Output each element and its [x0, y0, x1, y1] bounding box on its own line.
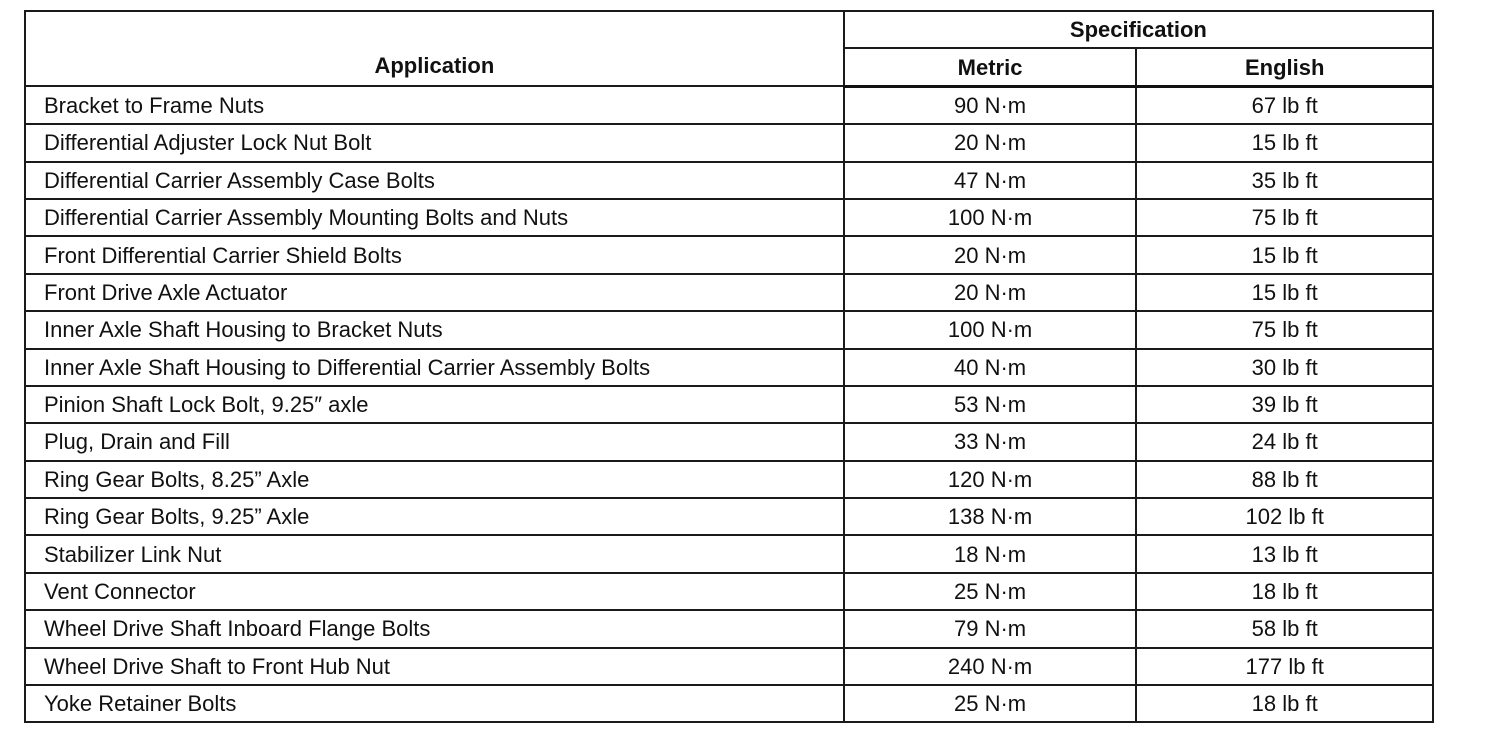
metric-cell: 20 N·m [844, 124, 1137, 161]
table-row [25, 199, 1433, 236]
metric-cell: 138 N·m [844, 498, 1137, 535]
application-cell: Inner Axle Shaft Housing to Bracket Nuts [25, 311, 844, 348]
table-row [25, 349, 1433, 386]
table-row [25, 423, 1433, 460]
application-cell: Pinion Shaft Lock Bolt, 9.25″ axle [25, 386, 844, 423]
application-cell: Differential Adjuster Lock Nut Bolt [25, 124, 844, 161]
table-row [25, 86, 1433, 124]
english-cell: 67 lb ft [1136, 86, 1433, 124]
english-cell: 75 lb ft [1136, 199, 1433, 236]
application-cell: Vent Connector [25, 573, 844, 610]
english-column-header: English [1136, 48, 1433, 86]
english-cell: 18 lb ft [1136, 573, 1433, 610]
table-body [25, 86, 1433, 722]
metric-cell: 53 N·m [844, 386, 1137, 423]
metric-cell: 33 N·m [844, 423, 1137, 460]
application-cell: Stabilizer Link Nut [25, 535, 844, 572]
metric-cell: 100 N·m [844, 311, 1137, 348]
table-row [25, 685, 1433, 722]
english-cell: 24 lb ft [1136, 423, 1433, 460]
metric-cell: 25 N·m [844, 685, 1137, 722]
metric-cell: 20 N·m [844, 274, 1137, 311]
table-row [25, 498, 1433, 535]
metric-cell: 18 N·m [844, 535, 1137, 572]
table-row [25, 535, 1433, 572]
table-row [25, 610, 1433, 647]
application-cell: Differential Carrier Assembly Mounting Bolts and Nuts [25, 199, 844, 236]
table-row [25, 162, 1433, 199]
english-cell: 13 lb ft [1136, 535, 1433, 572]
application-cell: Ring Gear Bolts, 8.25” Axle [25, 461, 844, 498]
metric-cell: 120 N·m [844, 461, 1137, 498]
application-cell: Bracket to Frame Nuts [25, 86, 844, 124]
english-cell: 58 lb ft [1136, 610, 1433, 647]
metric-cell: 40 N·m [844, 349, 1137, 386]
english-cell: 39 lb ft [1136, 386, 1433, 423]
table-row [25, 236, 1433, 273]
torque-specification-table [24, 10, 1434, 723]
application-cell: Plug, Drain and Fill [25, 423, 844, 460]
metric-cell: 240 N·m [844, 648, 1137, 685]
table-row [25, 274, 1433, 311]
table-row [25, 311, 1433, 348]
english-cell: 35 lb ft [1136, 162, 1433, 199]
english-cell: 75 lb ft [1136, 311, 1433, 348]
application-cell: Wheel Drive Shaft Inboard Flange Bolts [25, 610, 844, 647]
english-cell: 88 lb ft [1136, 461, 1433, 498]
metric-cell: 79 N·m [844, 610, 1137, 647]
application-cell: Ring Gear Bolts, 9.25” Axle [25, 498, 844, 535]
application-cell: Inner Axle Shaft Housing to Differential Carrier Assembly Bolts [25, 349, 844, 386]
application-cell: Front Drive Axle Actuator [25, 274, 844, 311]
english-cell: 15 lb ft [1136, 124, 1433, 161]
table-header [25, 11, 1433, 86]
metric-cell: 25 N·m [844, 573, 1137, 610]
english-cell: 15 lb ft [1136, 236, 1433, 273]
english-cell: 102 lb ft [1136, 498, 1433, 535]
application-cell: Wheel Drive Shaft to Front Hub Nut [25, 648, 844, 685]
specification-group-header: Specification [844, 11, 1433, 48]
table-row [25, 573, 1433, 610]
english-cell: 177 lb ft [1136, 648, 1433, 685]
english-cell: 30 lb ft [1136, 349, 1433, 386]
table-row [25, 648, 1433, 685]
application-cell: Front Differential Carrier Shield Bolts [25, 236, 844, 273]
metric-cell: 47 N·m [844, 162, 1137, 199]
metric-cell: 100 N·m [844, 199, 1137, 236]
application-cell: Differential Carrier Assembly Case Bolts [25, 162, 844, 199]
english-cell: 18 lb ft [1136, 685, 1433, 722]
application-cell: Yoke Retainer Bolts [25, 685, 844, 722]
table-row [25, 386, 1433, 423]
table-row [25, 124, 1433, 161]
application-column-header: Application [25, 11, 844, 86]
metric-cell: 90 N·m [844, 86, 1137, 124]
metric-column-header: Metric [844, 48, 1137, 86]
english-cell: 15 lb ft [1136, 274, 1433, 311]
table-row [25, 461, 1433, 498]
metric-cell: 20 N·m [844, 236, 1137, 273]
